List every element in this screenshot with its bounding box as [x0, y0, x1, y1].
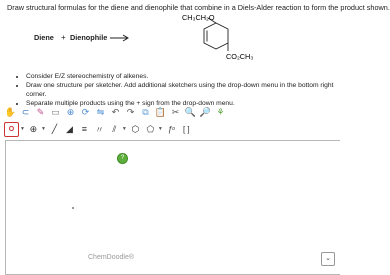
single-bond-icon[interactable]: ╱ [51, 123, 58, 134]
center-icon[interactable]: ⊕ [66, 106, 75, 117]
chevron-down-icon[interactable]: ▼ [20, 126, 25, 132]
instruction-item: • Draw one structure per sketcher. Add additional sketchers using the drop-down menu in the bottom right corner. [26, 81, 350, 99]
product-bottom-substituent: CO₂CH₃ [226, 52, 254, 61]
product-top-substituent: CH₃CH₂O [182, 13, 215, 22]
function-icon[interactable]: ƒ o [167, 124, 175, 134]
charge-icon[interactable]: ⊕ [29, 123, 38, 134]
atom-o-icon[interactable]: O [4, 122, 19, 137]
chevron-down-icon[interactable]: ▼ [121, 126, 127, 132]
triple-bond-icon[interactable]: ⫽ [112, 123, 117, 134]
diene-label: Diene [34, 33, 54, 42]
sketcher-canvas[interactable] [5, 140, 340, 275]
help-icon[interactable]: ? [117, 153, 128, 164]
chemdoodle-credit: ChemDoodle® [88, 254, 135, 261]
canvas-cursor-dot [72, 207, 74, 209]
flip-icon[interactable]: ⇋ [96, 106, 105, 117]
product-structure [182, 13, 262, 69]
pentagon-ring-icon[interactable]: ⬠ [146, 123, 155, 134]
cut-icon[interactable]: ✂ [171, 106, 180, 117]
clear-icon[interactable]: ▭ [51, 106, 60, 117]
undo-icon[interactable]: ↶ [111, 106, 120, 117]
double-bond-icon[interactable]: 〃 [94, 124, 104, 135]
instruction-item: • Consider E/Z stereochemistry of alkenes. [26, 72, 350, 81]
lasso-icon[interactable]: ⊂ [21, 106, 30, 117]
question-text: Draw structural formulas for the diene and dienophile that combine in a Diels-Alder reaction to form the product shown. [7, 3, 390, 12]
instruction-item: • Separate multiple products using the + sign from the drop-down menu. [26, 99, 350, 108]
wedge-bond-icon[interactable]: ◢ [65, 123, 73, 134]
atom-map-icon[interactable]: ⚘ [216, 106, 225, 117]
zoom-out-icon[interactable]: 🔎 [199, 106, 212, 117]
redo-icon[interactable]: ↷ [126, 106, 135, 117]
zoom-in-icon[interactable]: 🔍 [184, 106, 197, 117]
reaction-arrow-icon [110, 34, 130, 42]
bracket-icon[interactable]: [ ] [182, 124, 190, 134]
chevron-down-icon[interactable]: ▼ [157, 126, 163, 132]
hexagon-ring-icon[interactable]: ⬡ [131, 123, 140, 134]
sketcher-toolbar-top [4, 104, 227, 120]
paste-icon[interactable]: 📋 [154, 106, 167, 117]
copy-icon[interactable]: ⧉ [142, 106, 149, 117]
chevron-down-icon[interactable]: ⌄ [321, 252, 335, 266]
rotate-icon[interactable]: ⟳ [81, 106, 90, 117]
chevron-down-icon[interactable]: ▼ [40, 126, 46, 132]
hand-pan-icon[interactable]: ✋ [4, 106, 17, 117]
sketcher-toolbar-bottom [4, 121, 193, 137]
hash-bond-icon[interactable]: ≡ [81, 124, 88, 134]
instruction-list [14, 72, 350, 108]
eraser-icon[interactable]: ✎ [36, 106, 45, 117]
plus-sign: + [61, 33, 66, 42]
dienophile-label: Dienophile [70, 33, 108, 42]
